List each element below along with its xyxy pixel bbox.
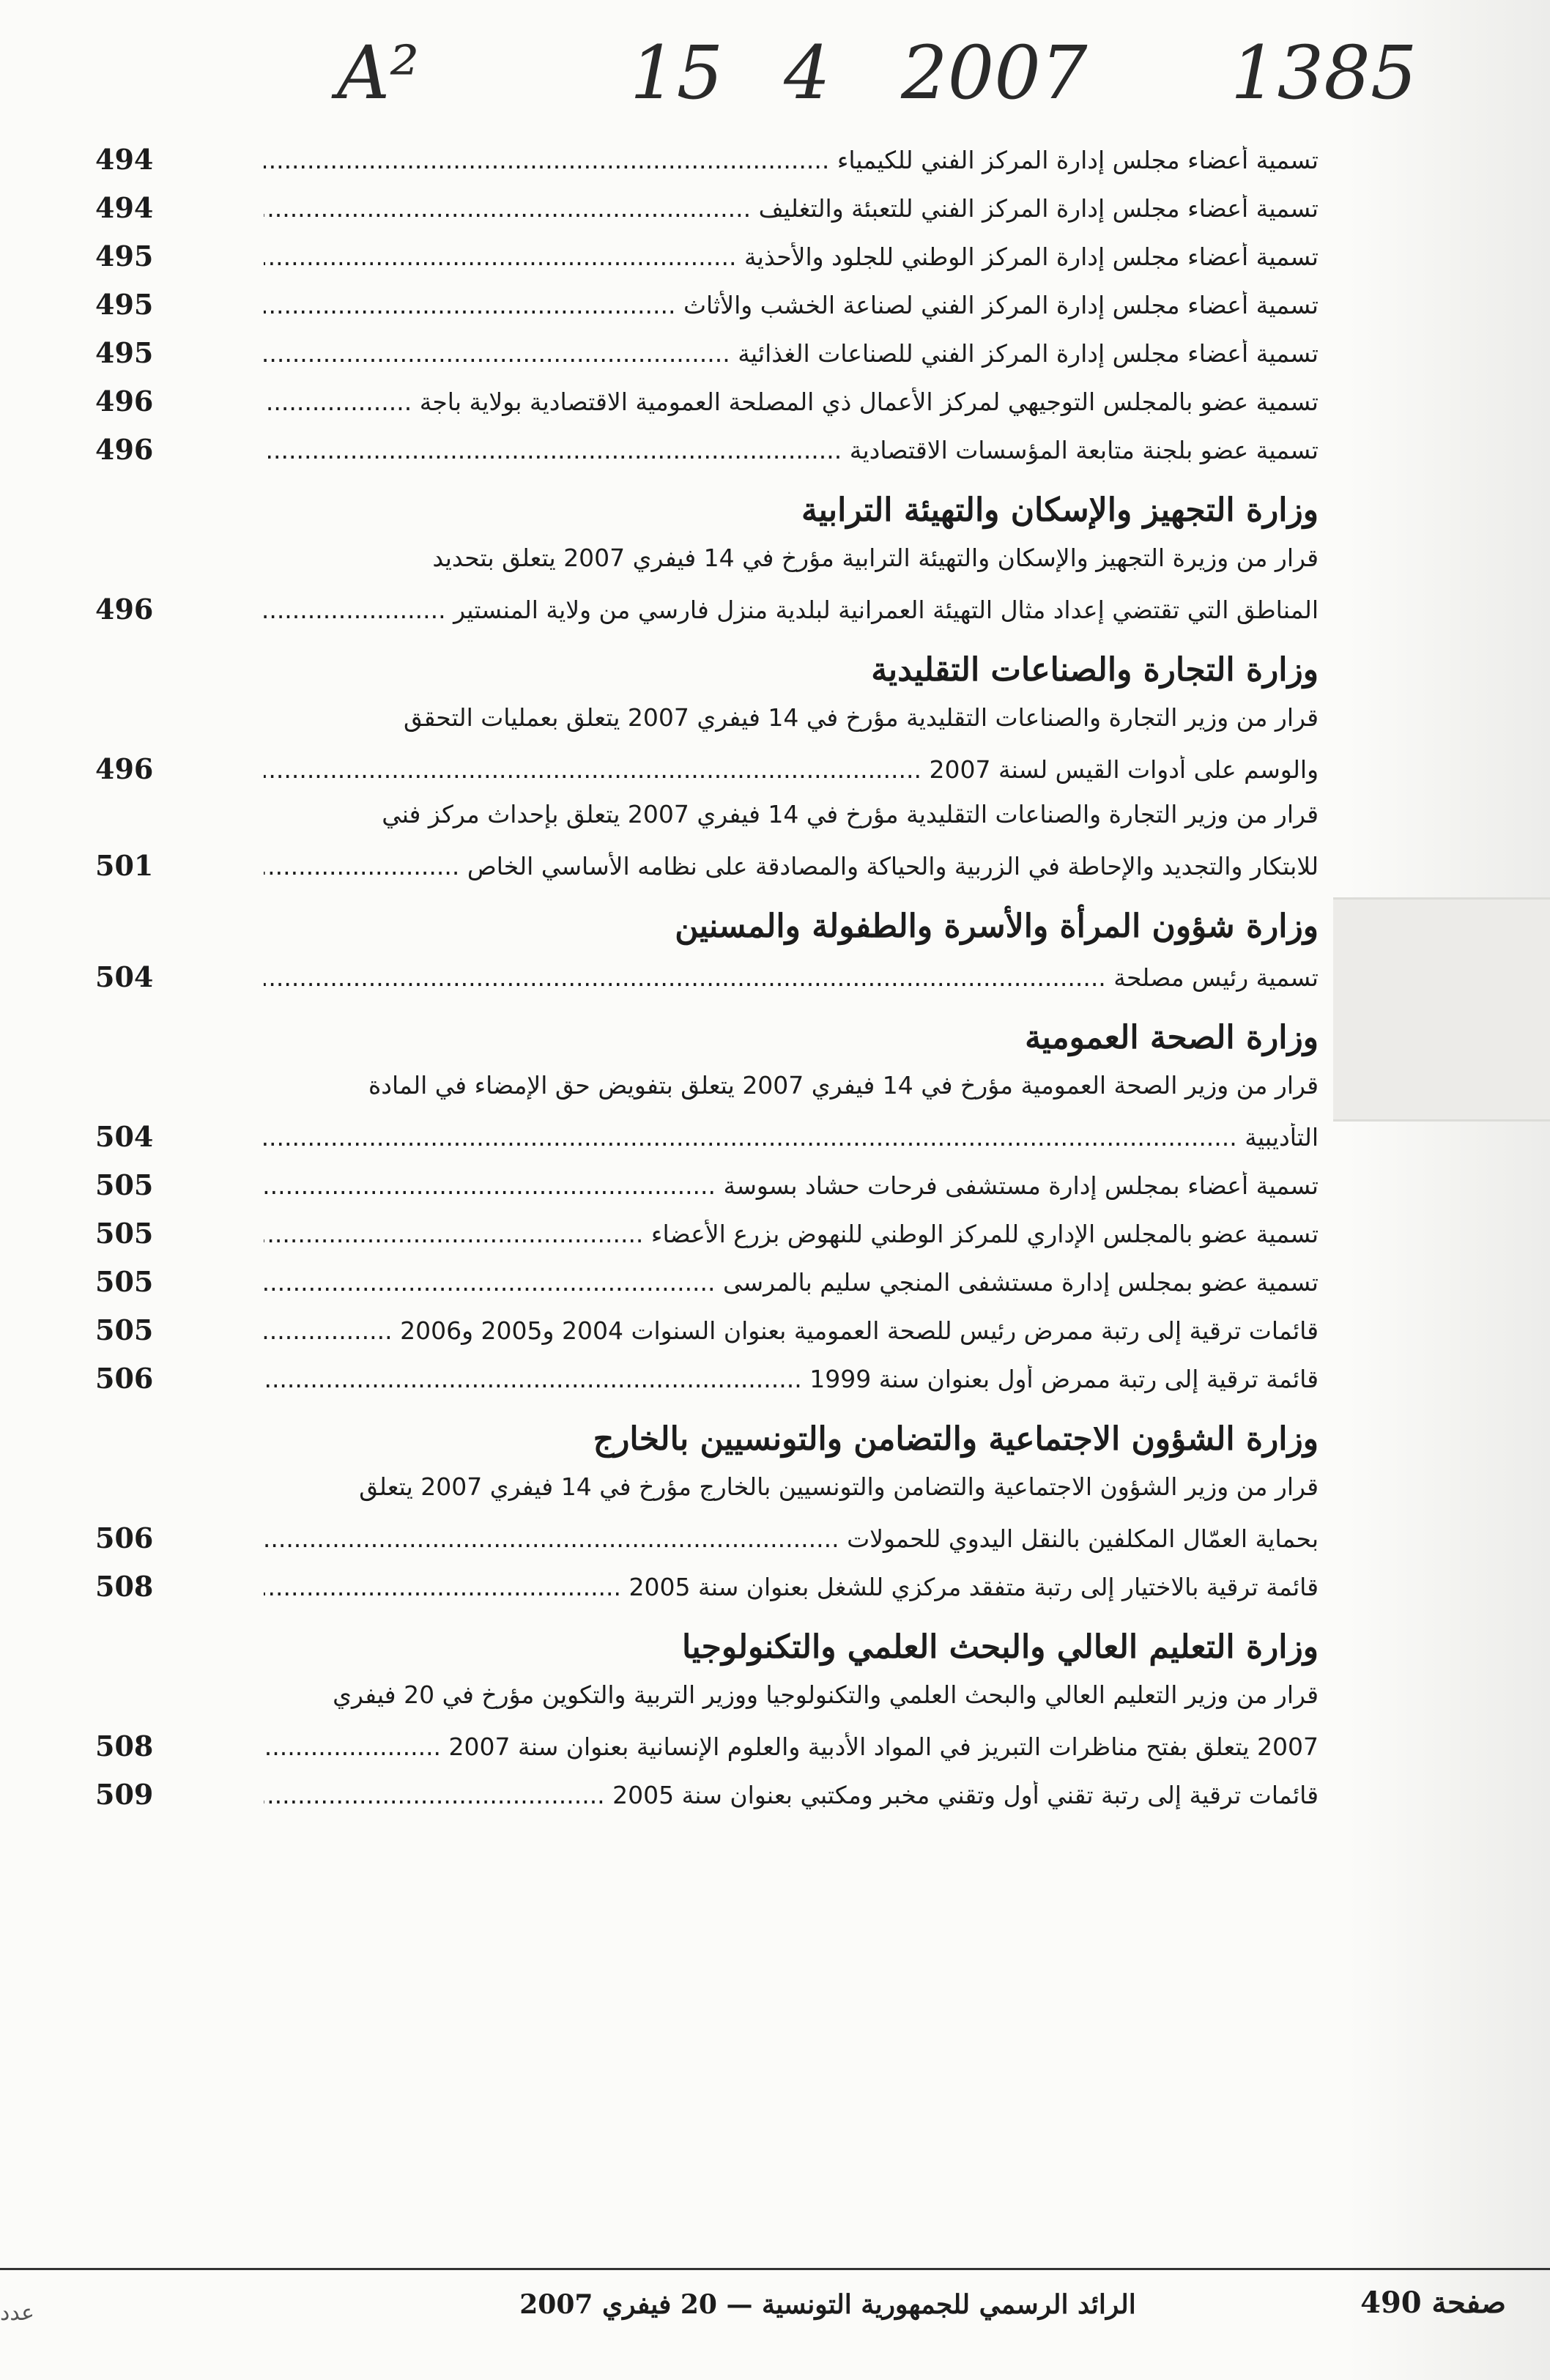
page-number: 505 [95, 1313, 154, 1346]
page-number: 508 [95, 1570, 154, 1603]
toc-entry[interactable] [73, 1206, 1319, 1254]
toc-entry[interactable] [73, 277, 1319, 325]
page-number: 505 [95, 1265, 154, 1298]
toc-entry[interactable] [73, 1670, 1319, 1767]
toc-entry[interactable] [73, 1351, 1319, 1399]
page-number: 494 [95, 143, 154, 176]
handwritten-note-b: 15 [630, 30, 724, 116]
entry-title: والوسم على أدوات القيس لسنة 2007 ..... [264, 755, 1319, 784]
page-number: 504 [95, 960, 154, 993]
ministry-heading: وزارة الصحة العمومية [1025, 1019, 1319, 1056]
page-number: 506 [95, 1362, 154, 1395]
toc-section [73, 998, 1319, 1399]
entry-title: تسمية عضو بمجلس إدارة مستشفى المنجي سليم بالمرسى ..... [264, 1268, 1319, 1297]
entry-title: تسمية أعضاء مجلس إدارة المركز الفني لصناعة الخشب والأثاث ..... [264, 291, 1319, 319]
page-number: 495 [95, 288, 154, 321]
toc-section [73, 132, 1319, 470]
entry-title: بحماية العمّال المكلفين بالنقل اليدوي للحمولات ..... [264, 1524, 1319, 1553]
entry-title: تسمية أعضاء مجلس إدارة المركز الوطني للجلود والأحذية ..... [264, 242, 1319, 271]
handwritten-note-e: 1385 [1231, 30, 1417, 116]
toc-entry[interactable] [73, 325, 1319, 374]
page-number: 495 [95, 336, 154, 369]
footer-issue-label: عدد [0, 2300, 35, 2326]
toc-section [73, 470, 1319, 630]
entry-title: تسمية عضو بلجنة متابعة المؤسسات الاقتصادية ..... [264, 436, 1319, 464]
page-number: 494 [95, 191, 154, 224]
toc-entry[interactable] [73, 422, 1319, 470]
entry-title: تسمية أعضاء مجلس إدارة المركز الفني للصناعات الغذائية ..... [264, 339, 1319, 368]
toc-entry[interactable] [73, 1302, 1319, 1351]
entry-title: المناطق التي تقتضي إعداد مثال التهيئة العمرانية لبلدية منزل فارسي من ولاية المنستير ..... [264, 596, 1319, 624]
footer-divider [0, 2268, 1550, 2270]
handwritten-note-a: A² [337, 30, 420, 116]
toc-section [73, 886, 1319, 998]
toc-section [73, 1399, 1319, 1607]
entry-title: قائمات ترقية إلى رتبة تقني أول وتقني مخبر ومكتبي بعنوان سنة 2005 ..... [264, 1781, 1319, 1809]
entry-title-line1: قرار من وزير التجارة والصناعات التقليدية مؤرخ في 14 فيفري 2007 يتعلق بعمليات التحقق [404, 703, 1319, 732]
ministry-heading: وزارة التعليم العالي والبحث العلمي والتكنولوجيا [682, 1628, 1319, 1666]
toc-entry[interactable] [73, 374, 1319, 422]
entry-title-line1: قرار من وزير التجارة والصناعات التقليدية مؤرخ في 14 فيفري 2007 يتعلق بإحداث مركز فني [382, 800, 1319, 828]
handwritten-note-d: 2007 [901, 30, 1088, 116]
toc-entry[interactable] [73, 533, 1319, 630]
page-number: 505 [95, 1217, 154, 1250]
entry-title: تسمية أعضاء مجلس إدارة المركز الفني للتعبئة والتغليف ..... [264, 194, 1319, 223]
ministry-heading: وزارة شؤون المرأة والأسرة والطفولة والمسنين [675, 908, 1319, 945]
toc-entry[interactable] [73, 229, 1319, 277]
page-number: 496 [95, 752, 154, 785]
page-number: 506 [95, 1521, 154, 1554]
page-number: 508 [95, 1730, 154, 1762]
handwritten-note-c: 4 [784, 30, 831, 116]
entry-title-line1: قرار من وزير التعليم العالي والبحث العلمي والتكنولوجيا ووزير التربية والتكوين مؤرخ في 20 فيفري [333, 1680, 1319, 1709]
page-number: 496 [95, 433, 154, 466]
entry-title: تسمية رئيس مصلحة ..... [264, 963, 1319, 992]
entry-title: تسمية عضو بالمجلس التوجيهي لمركز الأعمال ذي المصلحة العمومية الاقتصادية بولاية باجة ..... [264, 388, 1319, 416]
toc-entry[interactable] [73, 790, 1319, 886]
entry-title: قائمة ترقية إلى رتبة ممرض أول بعنوان سنة 1999 ..... [264, 1365, 1319, 1393]
bleed-through-shading [1348, 0, 1550, 2380]
toc-entry[interactable] [73, 693, 1319, 790]
toc-entry[interactable] [73, 1767, 1319, 1815]
table-of-contents [73, 132, 1319, 1815]
toc-entry[interactable] [73, 1462, 1319, 1559]
page-number: 509 [95, 1778, 154, 1811]
footer-publication: الرائد الرسمي للجمهورية التونسية — 20 فيفري 2007 [519, 2289, 1136, 2320]
page-number: 496 [95, 593, 154, 626]
entry-title: التأديبية ..... [264, 1123, 1319, 1152]
toc-entry[interactable] [73, 949, 1319, 998]
page-number: 496 [95, 385, 154, 418]
bleed-through-box [1333, 897, 1550, 1122]
ministry-heading: وزارة التجهيز والإسكان والتهيئة الترابية [801, 492, 1319, 529]
entry-title-line1: قرار من وزير الشؤون الاجتماعية والتضامن والتونسيين بالخارج مؤرخ في 14 فيفري 2007 يتعلق [359, 1472, 1319, 1501]
page-number: 504 [95, 1120, 154, 1153]
ministry-heading: وزارة الشؤون الاجتماعية والتضامن والتونسيين بالخارج [593, 1420, 1319, 1458]
ministry-heading: وزارة التجارة والصناعات التقليدية [871, 651, 1319, 689]
toc-entry[interactable] [73, 1061, 1319, 1157]
entry-title: قائمات ترقية إلى رتبة ممرض رئيس للصحة العمومية بعنوان السنوات 2004 و2005 و2006 ..... [264, 1316, 1319, 1345]
toc-entry[interactable] [73, 1254, 1319, 1302]
toc-entry[interactable] [73, 1559, 1319, 1607]
entry-title: تسمية أعضاء مجلس إدارة المركز الفني للكيمياء ..... [264, 146, 1319, 174]
entry-title: تسمية عضو بالمجلس الإداري للمركز الوطني للنهوض بزرع الأعضاء ..... [264, 1220, 1319, 1248]
footer-page-number: صفحة 490 [1360, 2286, 1506, 2320]
toc-section [73, 1607, 1319, 1815]
toc-entry[interactable] [73, 1157, 1319, 1206]
entry-title: تسمية أعضاء بمجلس إدارة مستشفى فرحات حشاد بسوسة ..... [264, 1171, 1319, 1200]
entry-title: للابتكار والتجديد والإحاطة في الزربية والحياكة والمصادقة على نظامه الأساسي الخاص ..... [264, 852, 1319, 881]
toc-section [73, 630, 1319, 886]
entry-title: 2007 يتعلق بفتح مناظرات التبريز في المواد الأدبية والعلوم الإنسانية بعنوان سنة 2007 ..... [264, 1732, 1319, 1761]
entry-title: قائمة ترقية بالاختيار إلى رتبة متفقد مركزي للشغل بعنوان سنة 2005 ..... [264, 1573, 1319, 1601]
page-number: 505 [95, 1168, 154, 1201]
page-number: 495 [95, 240, 154, 273]
entry-title-line1: قرار من وزير الصحة العمومية مؤرخ في 14 فيفري 2007 يتعلق بتفويض حق الإمضاء في المادة [368, 1071, 1319, 1100]
page-number: 501 [95, 849, 154, 882]
toc-entry[interactable] [73, 132, 1319, 180]
entry-title-line1: قرار من وزيرة التجهيز والإسكان والتهيئة الترابية مؤرخ في 14 فيفري 2007 يتعلق بتحديد [432, 544, 1319, 572]
toc-entry[interactable] [73, 180, 1319, 229]
